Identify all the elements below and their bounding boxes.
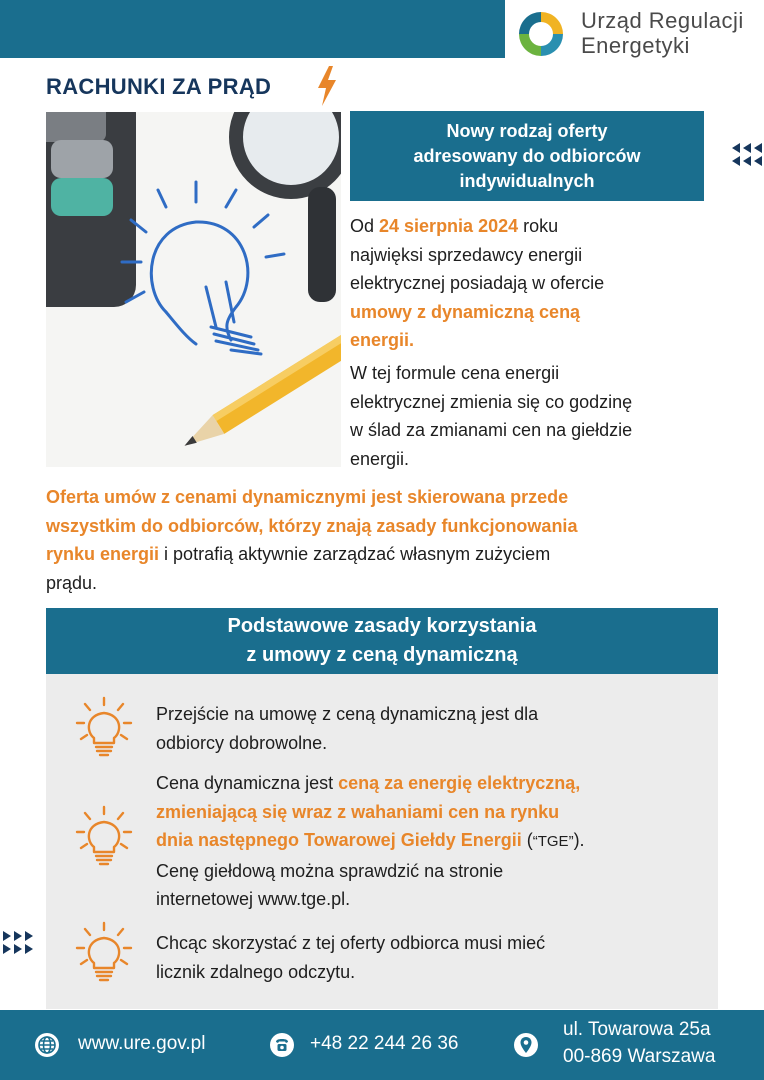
logo-name-line1: Urząd Regulacji [581,8,744,33]
illustration-art [46,112,341,467]
rules-title-line: z umowy z ceną dynamiczną [246,644,518,666]
highlight-text: zmieniającą się wraz z wahaniami cen na rynku [156,801,560,822]
text: elektrycznej posiadają w ofercie [350,273,605,293]
date-highlight: 24 sierpnia 2024 [379,216,519,236]
lightbulb-icon [74,802,134,872]
phone-number: +48 22 244 26 36 [310,1033,459,1054]
ure-logo [515,4,760,62]
lightning-bolt-icon [316,66,338,106]
text: “TGE” [532,833,574,850]
text: Chcąc skorzystać z tej oferty odbiorca musi mieć [156,933,546,953]
rules-title-line: Podstawowe zasady korzystania [227,615,537,637]
rules-section-title [46,608,718,674]
text: prądu. [46,572,98,593]
highlight-text: energii. [350,330,415,350]
highlight-text: umowy z dynamiczną ceną [350,301,581,322]
page-title: RACHUNKI ZA PRĄD [46,74,272,99]
formula-paragraph [350,359,632,473]
phone-icon [269,1032,295,1058]
logo-name-line2: Energetyki [581,33,690,58]
chevrons-left-icon [732,143,762,166]
new-offer-banner [350,111,704,201]
text: internetowej www.tge.pl. [156,889,351,909]
top-banner [0,0,505,58]
target-audience-paragraph [46,483,577,597]
text: i potrafią aktywnie zarządzać własnym zużyciem [159,544,551,564]
ure-logo-mark-icon [515,8,567,60]
map-pin-icon [513,1032,539,1058]
highlight-text: ceną za energię elektryczną, [338,773,581,793]
chevrons-right-icon [3,931,33,954]
globe-icon [34,1032,60,1058]
text: elektrycznej zmienia się co godzinę [350,391,633,412]
footer [0,1010,764,1080]
address-line1: ul. Towarowa 25a [563,1019,711,1040]
highlight-text: rynku energii [46,544,160,564]
rule-dynamic-price [156,769,585,914]
text: Cenę giełdową można sprawdzić na stronie [156,860,504,881]
text: odbiorcy dobrowolne. [156,732,328,753]
rule-remote-meter [156,929,545,986]
lightbulb-icon [74,693,134,763]
text: Cena dynamiczna jest [156,773,339,793]
text: roku [518,216,559,236]
offer-line: Nowy rodzaj oferty [446,121,608,141]
highlight-text: wszystkim do odbiorców, którzy znają zasady funkcjonowania [46,515,578,536]
text: ( [521,830,533,850]
text: W tej formule cena energii [350,363,560,383]
text: energii. [350,448,410,469]
text: Od [350,216,380,236]
ure-logo-text [581,8,744,58]
intro-paragraph [350,212,604,355]
text: ). [573,830,585,850]
offer-line: adresowany do odbiorców [413,146,641,166]
text: Przejście na umowę z ceną dynamiczną jest dla [156,704,539,724]
website-link[interactable]: www.ure.gov.pl [78,1033,206,1054]
rule-voluntary [156,700,538,757]
text: najwięksi sprzedawcy energii [350,244,583,265]
address-line2: 00-869 Warszawa [563,1046,716,1067]
text: licznik zdalnego odczytu. [156,961,356,982]
highlight-text: Oferta umów z cenami dynamicznymi jest skierowana przede [46,487,569,507]
text: w ślad za zmianami cen na giełdzie [350,420,633,440]
lightbulb-sketch-illustration [46,112,341,467]
lightbulb-icon [74,918,134,988]
highlight-text: dnia następnego Towarowej Giełdy Energii [156,830,522,850]
offer-line: indywidualnych [459,171,595,191]
